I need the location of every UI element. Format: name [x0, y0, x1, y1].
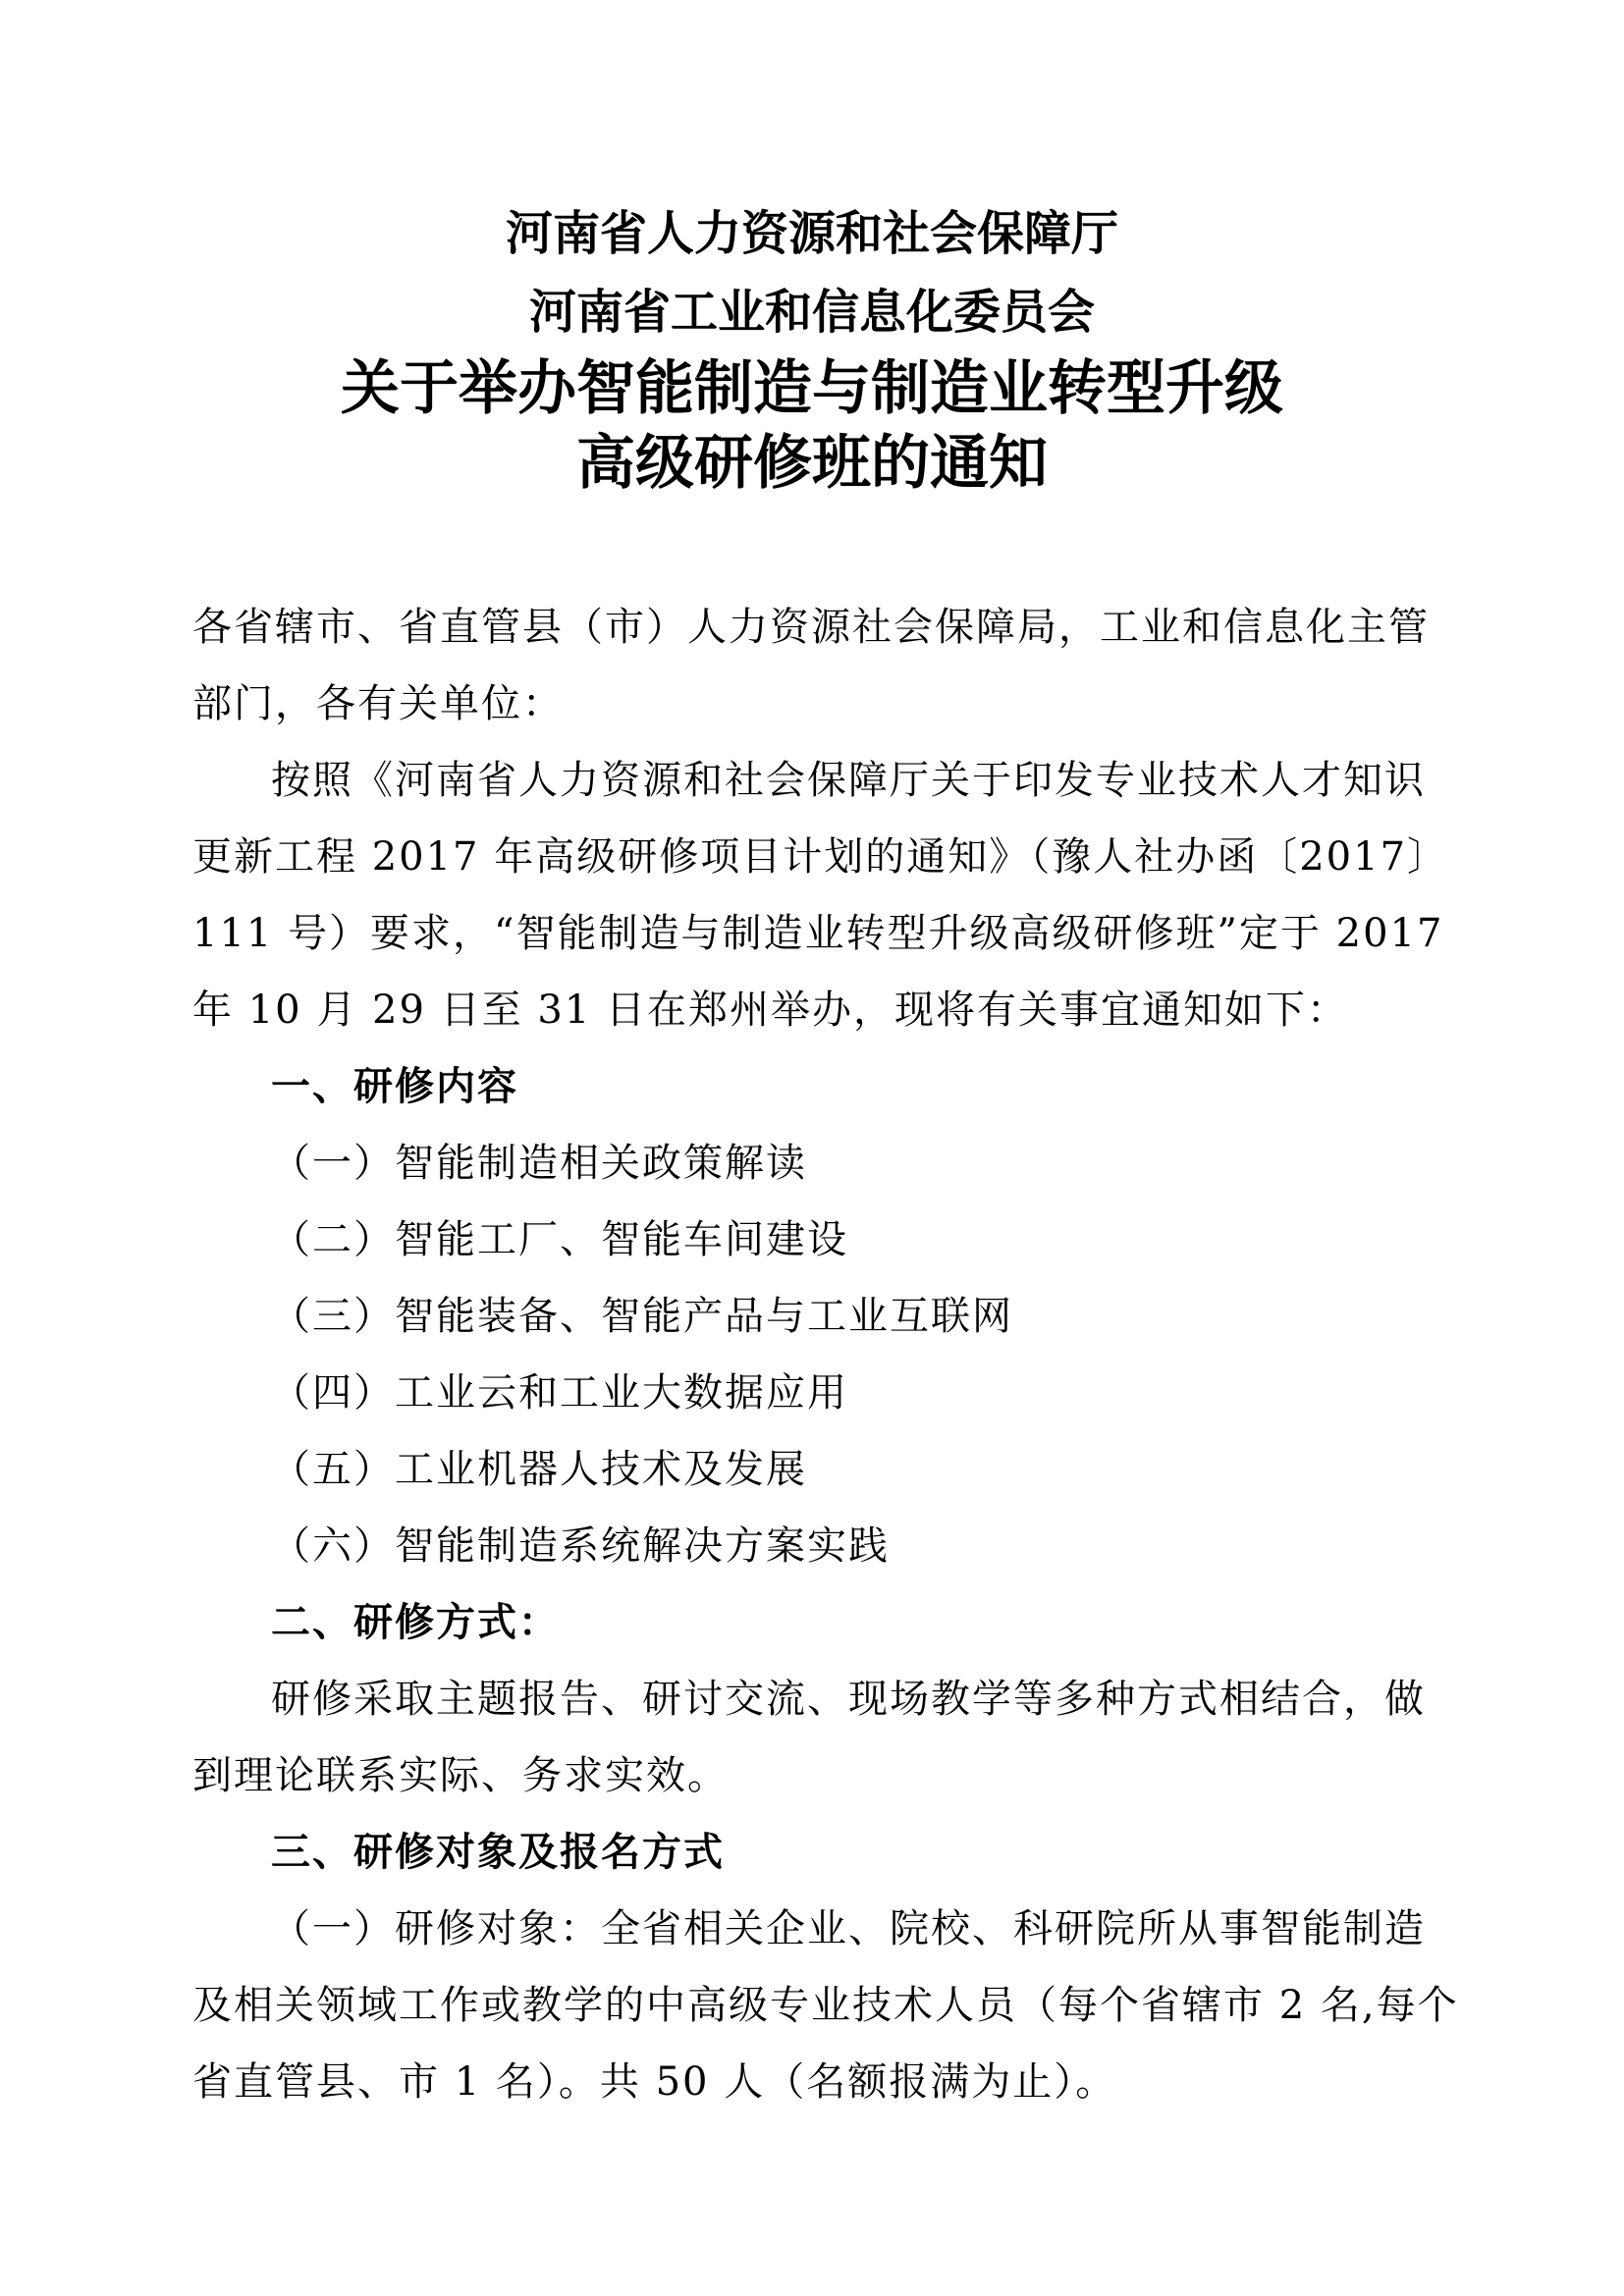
intro-line-3: 111 号）要求，“智能制造与制造业转型升级高级研修班”定于 2017	[192, 911, 1444, 956]
section-3-heading: 三、研修对象及报名方式	[271, 1830, 725, 1875]
document-title-line-1: 关于举办智能制造与制造业转型升级	[341, 354, 1283, 423]
section-1-item: （四）工业云和工业大数据应用	[271, 1370, 848, 1415]
issuer-line-2: 河南省工业和信息化委员会	[528, 285, 1095, 340]
section-1-item: （二）智能工厂、智能车间建设	[271, 1217, 848, 1262]
section-3-text-line-3: 省直管县、市 1 名）。共 50 人（名额报满为止）。	[192, 2059, 1117, 2105]
intro-line-4: 年 10 月 29 日至 31 日在郑州举办，现将有关事宜通知如下：	[192, 988, 1348, 1033]
issuer-line-1: 河南省人力资源和社会保障厅	[505, 206, 1118, 261]
section-2-text-line-1: 研修采取主题报告、研讨交流、现场教学等多种方式相结合，做	[271, 1677, 1426, 1722]
section-2-heading: 二、研修方式：	[271, 1600, 560, 1645]
intro-line-2: 更新工程 2017 年高级研修项目计划的通知》（豫人社办函〔2017〕	[192, 834, 1449, 880]
section-2-text-line-2: 到理论联系实际、务求实效。	[192, 1753, 729, 1798]
section-1-item: （一）智能制造相关政策解读	[271, 1141, 807, 1186]
document-title-line-2: 高级研修班的通知	[576, 429, 1048, 498]
section-3-text-line-1: （一）研修对象：全省相关企业、院校、科研院所从事智能制造	[271, 1906, 1426, 1951]
section-3-text-line-2: 及相关领域工作或教学的中高级专业技术人员（每个省辖市 2 名,每个	[192, 1983, 1459, 2028]
section-1-item: （五）工业机器人技术及发展	[271, 1447, 807, 1492]
section-1-item: （三）智能装备、智能产品与工业互联网	[271, 1294, 1013, 1339]
addressee-line-1: 各省辖市、省直管县（市）人力资源社会保障局，工业和信息化主管	[192, 605, 1430, 650]
section-1-item: （六）智能制造系统解决方案实践	[271, 1523, 890, 1569]
addressee-line-2: 部门，各有关单位：	[192, 681, 564, 726]
intro-line-1: 按照《河南省人力资源和社会保障厅关于印发专业技术人才知识	[271, 758, 1426, 803]
section-1-heading: 一、研修内容	[271, 1064, 518, 1109]
